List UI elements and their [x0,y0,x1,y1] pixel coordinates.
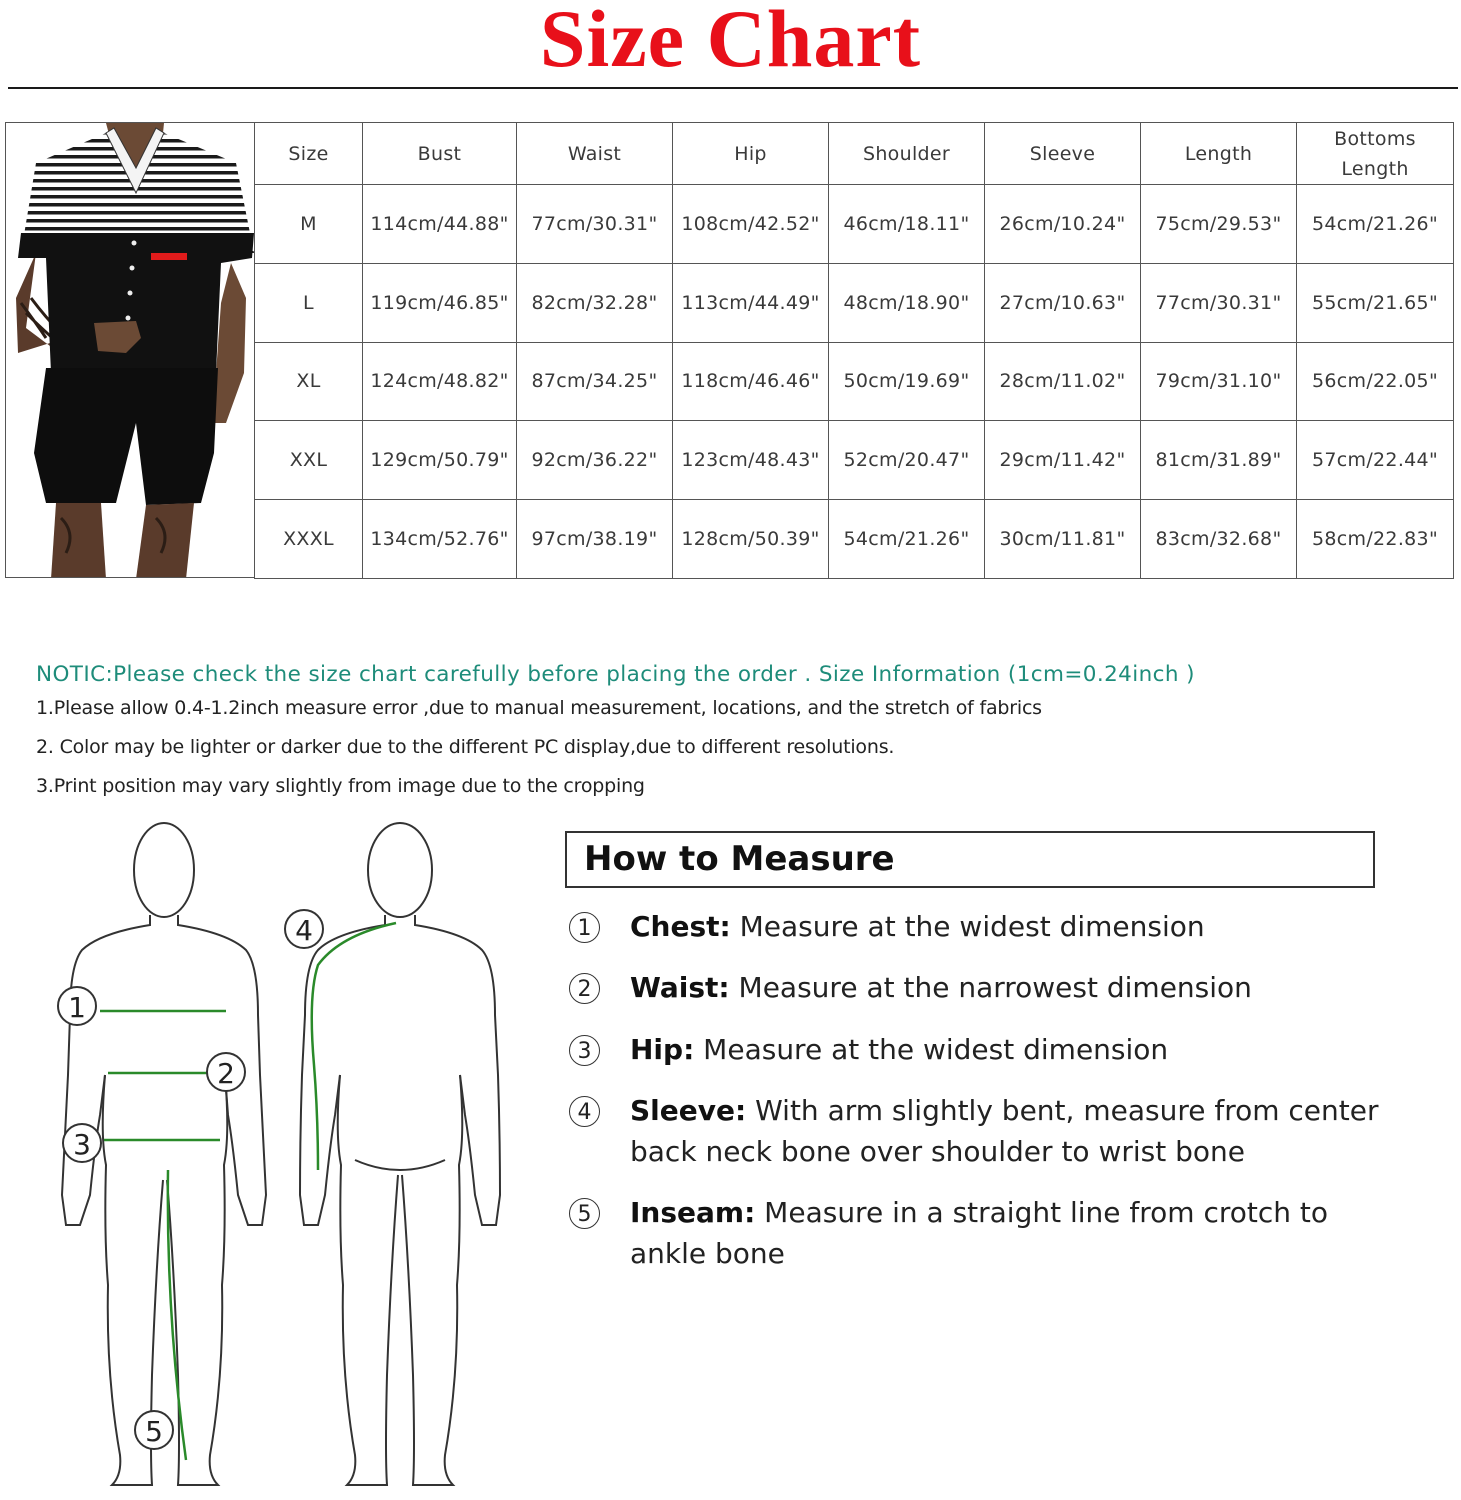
table-cell: 54cm/21.26" [829,500,985,579]
col-header-waist: Waist [517,123,673,185]
table-cell: 79cm/31.10" [1141,342,1297,421]
table-cell: XL [255,342,363,421]
table-cell: 114cm/44.88" [363,185,517,264]
body-outline-illustration [0,815,540,1500]
table-cell: M [255,185,363,264]
table-cell: 55cm/21.65" [1297,263,1454,342]
page-title: Size Chart [539,0,922,84]
how-to-measure-box [565,831,1375,888]
step-label: Waist: [630,971,730,1004]
marker-4 [285,910,323,948]
table-cell: 134cm/52.76" [363,500,517,579]
table-cell: 50cm/19.69" [829,342,985,421]
table-cell: 27cm/10.63" [985,263,1141,342]
step-number: 3 [577,1039,592,1064]
size-notice: NOTIC:Please check the size chart carefully before placing the order . Size Information (1cm=0.24inch ) [36,662,1195,687]
step-label: Hip: [630,1033,695,1066]
note-measure-error: 1.Please allow 0.4-1.2inch measure error ,due to manual measurement, locations, and the stretch of fabrics [36,697,1042,719]
table-cell: 57cm/22.44" [1297,421,1454,500]
col-header-length: Length [1141,123,1297,185]
col-header-sleeve: Sleeve [985,123,1141,185]
table-cell: 46cm/18.11" [829,185,985,264]
col-header-shoulder: Shoulder [829,123,985,185]
table-cell: 81cm/31.89" [1141,421,1297,500]
table-cell: 48cm/18.90" [829,263,985,342]
svg-text:3: 3 [73,1128,91,1161]
table-cell: 29cm/11.42" [985,421,1141,500]
step-text: Measure in a straight line from crotch to ankle bone [630,1196,1329,1270]
table-cell: 118cm/46.46" [673,342,829,421]
marker-3 [63,1124,101,1162]
note-print-position: 3.Print position may vary slightly from image due to the cropping [36,775,645,797]
table-row [255,342,1454,421]
table-row [255,500,1454,579]
step-label: Inseam: [630,1196,756,1229]
step-number: 4 [577,1100,592,1125]
table-cell: 119cm/46.85" [363,263,517,342]
table-cell: 124cm/48.82" [363,342,517,421]
svg-text:5: 5 [145,1415,163,1448]
col-header-bust: Bust [363,123,517,185]
title-divider [8,87,1458,89]
col-header-hip: Hip [673,123,829,185]
svg-text:4: 4 [295,914,313,947]
marker-2 [207,1053,245,1091]
table-cell: 123cm/48.43" [673,421,829,500]
step-text: Measure at the widest dimension [694,1033,1169,1066]
table-cell: 92cm/36.22" [517,421,673,500]
step-label: Sleeve: [630,1094,747,1127]
table-row [255,263,1454,342]
table-cell: XXL [255,421,363,500]
table-cell: XXXL [255,500,363,579]
table-cell: 128cm/50.39" [673,500,829,579]
table-row [255,185,1454,264]
product-photo [5,122,255,578]
svg-text:1: 1 [68,991,86,1024]
table-cell: 58cm/22.83" [1297,500,1454,579]
col-header-bottoms-length: Bottoms Length [1297,123,1454,185]
step-number: 2 [577,977,592,1002]
step-number: 1 [577,916,592,941]
table-cell: 108cm/42.52" [673,185,829,264]
table-cell: 129cm/50.79" [363,421,517,500]
table-cell: 82cm/32.28" [517,263,673,342]
measurement-figures [0,815,540,1500]
note-color: 2. Color may be lighter or darker due to the different PC display,due to different resolutions. [36,736,895,758]
size-table [254,122,1454,579]
step-label: Chest: [630,910,731,943]
table-cell: 26cm/10.24" [985,185,1141,264]
svg-text:2: 2 [217,1057,235,1090]
table-cell: 52cm/20.47" [829,421,985,500]
measurement-lines [100,923,396,1460]
product-model-illustration [6,123,255,578]
table-cell: 56cm/22.05" [1297,342,1454,421]
table-row [255,421,1454,500]
step-number: 5 [577,1202,592,1227]
table-cell: 30cm/11.81" [985,500,1141,579]
marker-5 [135,1411,173,1449]
table-cell: 83cm/32.68" [1141,500,1297,579]
step-text: With arm slightly bent, measure from center back neck bone over shoulder to wrist bone [630,1094,1379,1168]
table-cell: 75cm/29.53" [1141,185,1297,264]
table-cell: L [255,263,363,342]
table-header-row [255,123,1454,185]
step-text: Measure at the narrowest dimension [729,971,1252,1004]
table-cell: 113cm/44.49" [673,263,829,342]
table-cell: 54cm/21.26" [1297,185,1454,264]
how-to-measure-heading: How to Measure [584,839,895,879]
table-cell: 77cm/30.31" [517,185,673,264]
step-text: Measure at the widest dimension [730,910,1205,943]
marker-1 [58,987,96,1025]
table-cell: 28cm/11.02" [985,342,1141,421]
table-cell: 97cm/38.19" [517,500,673,579]
table-cell: 87cm/34.25" [517,342,673,421]
table-cell: 77cm/30.31" [1141,263,1297,342]
col-header-size: Size [255,123,363,185]
